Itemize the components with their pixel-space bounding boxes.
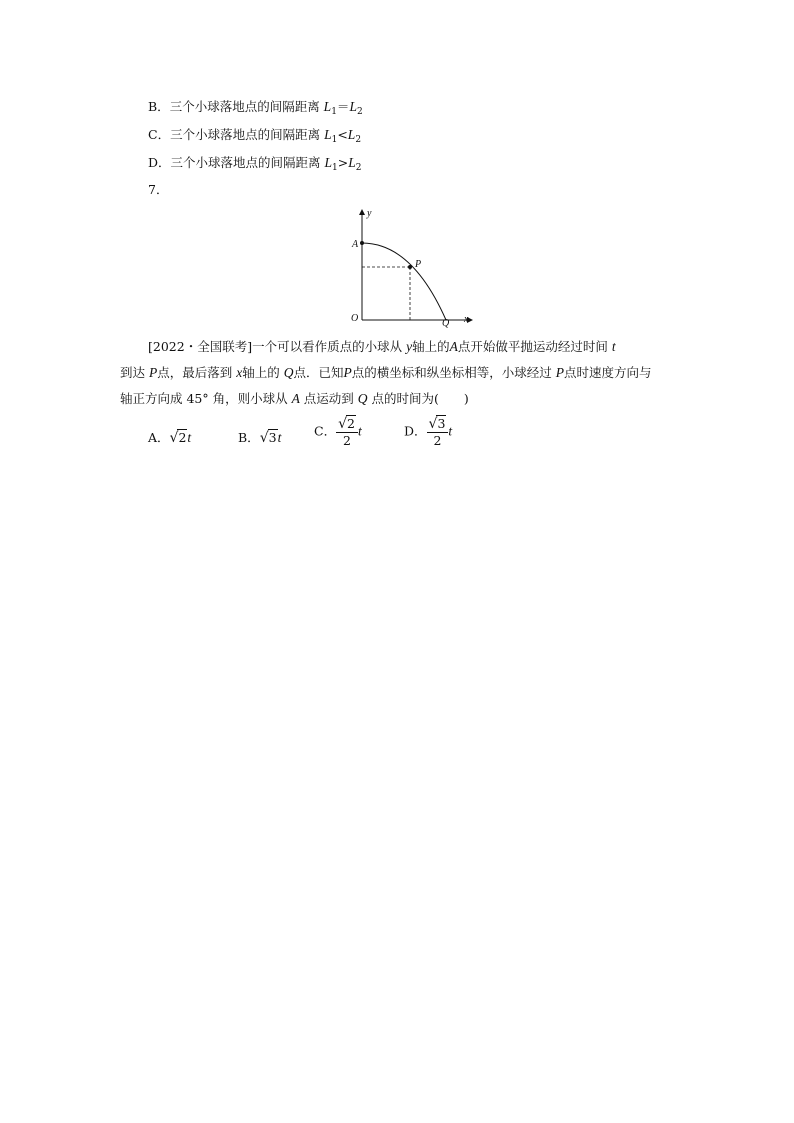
- label-q: Q: [442, 318, 450, 329]
- label-o: O: [351, 313, 359, 324]
- option-b-prev: B．三个小球落地点的间隔距离 $L_1=L_2$: [148, 99, 363, 117]
- choice-d[interactable]: D． $\frac{√3}{2}$ t: [404, 416, 453, 448]
- option-d-prev: D．三个小球落地点的间隔距离 $L_1>L_2$: [148, 155, 362, 173]
- label-y: y: [367, 208, 372, 219]
- trajectory-curve: [362, 243, 446, 320]
- label-a: A: [352, 239, 359, 250]
- sqrt-2: √2: [169, 430, 187, 446]
- label-p: P: [415, 259, 422, 270]
- trajectory-figure: [340, 200, 490, 330]
- point-p-dot: [408, 265, 412, 269]
- fraction-sqrt2-over-2: $\frac{√2}{2}$: [336, 416, 358, 448]
- choice-a[interactable]: A．√2t: [148, 430, 192, 446]
- point-a-dot: [360, 241, 364, 245]
- label-x: x: [464, 314, 469, 325]
- sqrt-3: √3: [259, 430, 277, 446]
- question-text: [2022・全国联考]一个可以看作质点的小球从 y轴上的A点开始做平抛运动经过时间 t 到达 P点，最后落到 x轴上的 Q点．已知P点的横坐标和纵坐标相等，小球经过 P点时速度方向与 轴正方向成 45° 角，则小球从 A 点运动到 Q 点的时间为( ): [120, 339, 652, 406]
- question-number: 7．: [148, 182, 169, 197]
- choice-c[interactable]: C． $\frac{√2}{2}$ t: [314, 416, 362, 448]
- option-c-prev: C．三个小球落地点的间隔距离 $L_1<L_2$: [148, 127, 362, 145]
- fraction-sqrt3-over-2: $\frac{√3}{2}$: [427, 416, 449, 448]
- choice-b[interactable]: B．√3t: [238, 430, 282, 446]
